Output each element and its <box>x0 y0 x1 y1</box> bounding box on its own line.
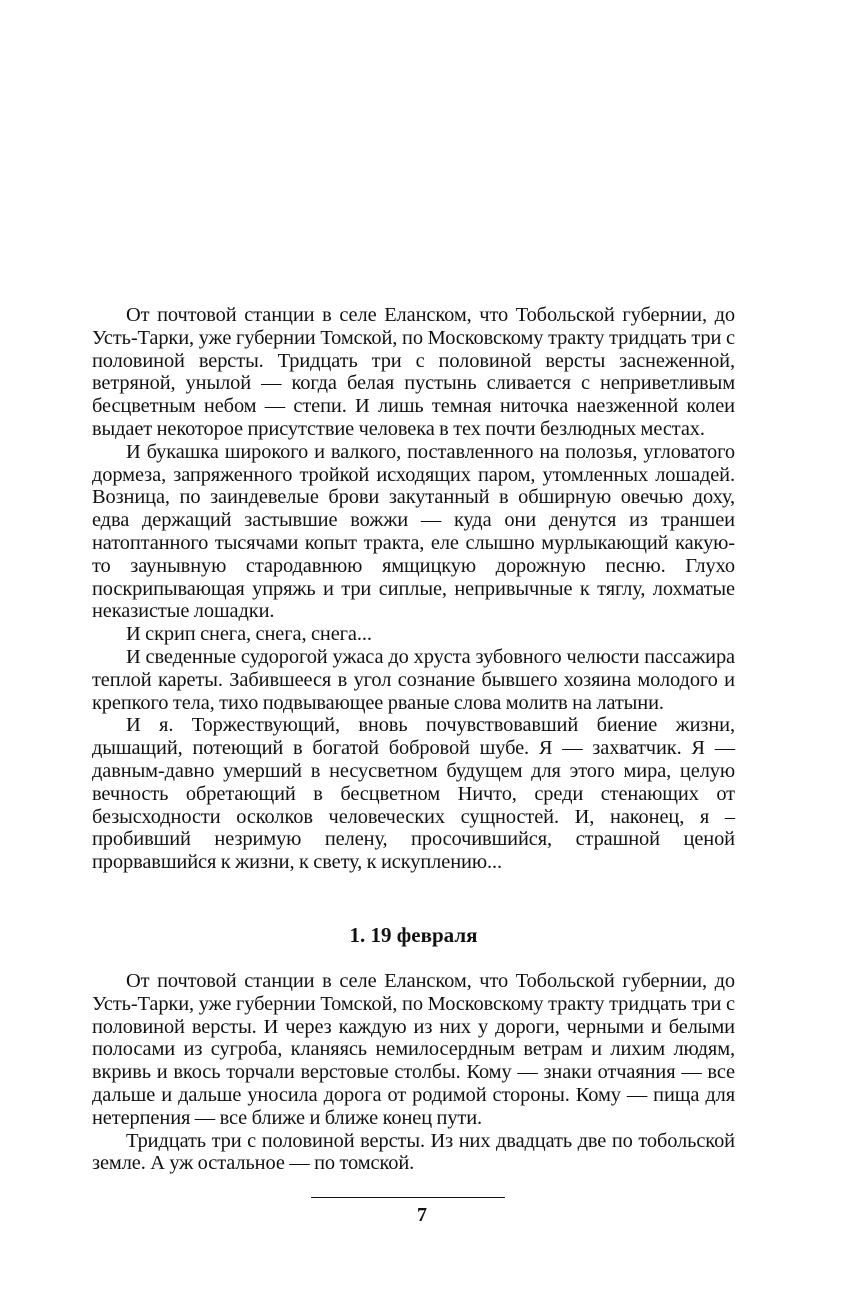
chapter-title: 1. 19 февраля <box>349 922 478 947</box>
prologue-paragraph: От почтовой станции в селе Еланском, что Тобольской губернии, до Усть-Тарки, уже губернии Томской, по Московскому тракту тридцать три с половиной версты. Тридцать три с половиной версты заснеженной, ветряной, унылой — когда белая пустынь сливается с неприветливым бесцветным небом — степи. И лишь темная ниточка наезженной колеи выдает некоторое присутствие человека в тех почти безлюдных местах. <box>92 304 735 440</box>
chapter-paragraph: От почтовой станции в селе Еланском, что Тобольской губернии, до Усть-Тарки, уже губернии Томской, по Московскому тракту тридцать три с половиной версты. И через каждую из них у дороги, черными и белыми полосами из сугроба, кланяясь немилосердным ветрам и лихим людям, вкривь и вкось торчали верстовые столбы. Кому — знаки отчаяния — все дальше и дальше уносила дорога от родимой стороны. Кому — пища для нетерпения — все ближе и ближе конец пути. <box>92 969 735 1129</box>
prologue-section <box>92 304 735 874</box>
prologue-paragraph: И сведенные судорогой ужаса до хруста зубовного челюсти пассажира теплой кареты. Забившееся в угол сознание бывшего хозяина молодого и крепкого тела, тихо подвывающее рваные слова молитв на латыни. <box>92 645 735 714</box>
page-number: 7 <box>417 1204 427 1226</box>
prologue-paragraph: И скрип снега, снега, снега... <box>126 623 372 646</box>
prologue-paragraph: И я. Торжествующий, вновь почувствовавший биение жизни, дышащий, потеющий в богатой бобровой шубе. Я — захватчик. Я — давным-давно умерший в несусветном будущем для этого мира, целую вечность обретающий в бесцветном Ничто, среди стенающих от безысходности осколков человеческих сущностей. И, наконец, я –пробивший незримую пелену, просочившийся, страшной ценой прорвавшийся к жизни, к свету, к искуплению... <box>92 714 735 874</box>
chapter-paragraph: Тридцать три с половиной версты. Из них двадцать две по тобольской земле. А уж остальное — по томской. <box>92 1129 735 1175</box>
page-body <box>92 304 735 1175</box>
footer-rule <box>311 1197 505 1198</box>
prologue-paragraph: И букашка широкого и валкого, поставленного на полозья, угловатого дормеза, запряженного тройкой исходящих паром, утомленных лошадей. Возница, по заиндевелые брови закутанный в обширную овечью доху, едва держащий застывшие вожжи — куда они денутся из траншеи натоптанного тысячами копыт тракта, еле слышно мурлыкающий какую-то заунывную стародавнюю ямщицкую дорожную песню. Глухо поскрипывающая упряжь и три сиплые, непривычные к тяглу, лохматые неказистые лошадки. <box>92 440 735 623</box>
chapter-section <box>92 923 735 1175</box>
